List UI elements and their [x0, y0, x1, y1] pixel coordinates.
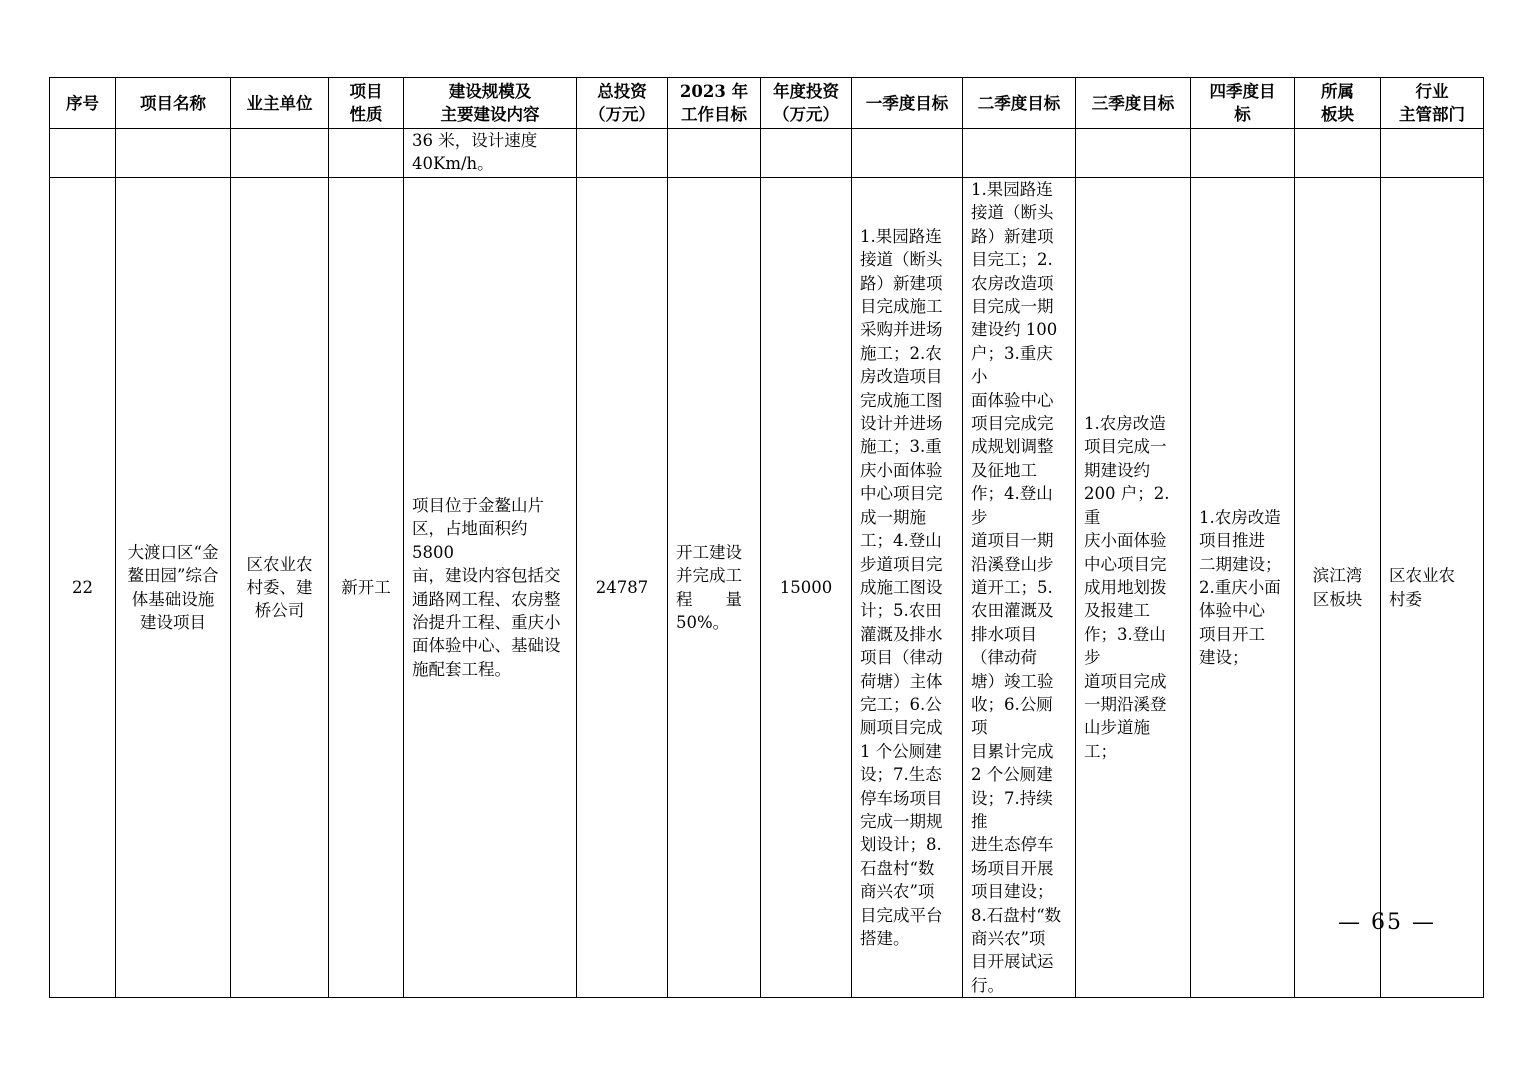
header-goal-2023: 2023 年 工作目标 — [668, 78, 761, 129]
table-row-continuation — [50, 129, 1484, 178]
seq-cell: 22 — [50, 178, 116, 998]
table-row — [50, 178, 1484, 998]
header-annual-investment: 年度投资 （万元） — [761, 78, 852, 129]
project-table — [49, 77, 1484, 998]
owner-cell: 区农业农 村委、建 桥公司 — [231, 178, 329, 998]
q2-cell: 1.果园路连 接道（断头 路）新建项 目完工；2. 农房改造项 目完成一期 建设约 100 户；3.重庆小 面体验中心 项目完成完 成规划调整 及征地工 作；4.登山步 道项目一期 沿溪登山步 道开工；5. 农田灌溉及 排水项目 （律动荷 塘）竣工验 收；6.公厕项 目累计完成 2 个公厕建 设；7.持续推 进生态停车 场项目开展 项目建设； 8.石盘村“数 商兴农”项 目开展试运 行。 — [963, 178, 1076, 998]
header-q3: 三季度目标 — [1076, 78, 1191, 129]
header-q1: 一季度目标 — [852, 78, 963, 129]
project-name-cell: 大渡口区“金 鳌田园”综合 体基础设施 建设项目 — [116, 178, 231, 998]
header-row — [50, 78, 1484, 129]
continuation-content-cell: 36 米，设计速度 40Km/h。 — [404, 129, 577, 178]
page-number: — 65 — — [1338, 910, 1436, 935]
nature-cell: 新开工 — [329, 178, 404, 998]
sector-cell: 滨江湾 区板块 — [1295, 178, 1381, 998]
annual-investment-cell: 15000 — [761, 178, 852, 998]
q1-cell: 1.果园路连 接道（断头 路）新建项 目完成施工 采购并进场 施工；2.农 房改造项目 完成施工图 设计并进场 施工；3.重 庆小面体验 中心项目完 成一期施 工；4.登山 步道项目完 成施工图设 计；5.农田 灌溉及排水 项目（律动 荷塘）主体 完工；6.公 厕项目完成 1 个公厕建 设；7.生态 停车场项目 完成一期规 划设计；8. 石盘村“数 商兴农”项 目完成平台 搭建。 — [852, 178, 963, 998]
header-q4: 四季度目 标 — [1191, 78, 1295, 129]
header-total-investment: 总投资 （万元） — [577, 78, 668, 129]
header-content: 建设规模及 主要建设内容 — [404, 78, 577, 129]
q3-cell: 1.农房改造 项目完成一 期建设约 200 户；2.重 庆小面体验 中心项目完 成用地划拨 及报建工 作；3.登山步 道项目完成 一期沿溪登 山步道施 工； — [1076, 178, 1191, 998]
header-project-name: 项目名称 — [116, 78, 231, 129]
header-seq: 序号 — [50, 78, 116, 129]
header-owner: 业主单位 — [231, 78, 329, 129]
header-nature: 项目 性质 — [329, 78, 404, 129]
total-investment-cell: 24787 — [577, 178, 668, 998]
header-q2: 二季度目标 — [963, 78, 1076, 129]
header-sector: 所属 板块 — [1295, 78, 1381, 129]
content-cell: 项目位于金鳌山片 区，占地面积约 5800 亩，建设内容包括交 通路网工程、农房整 治提升工程、重庆小 面体验中心、基础设 施配套工程。 — [404, 178, 577, 998]
header-department: 行业 主管部门 — [1381, 78, 1484, 129]
department-cell: 区农业农 村委 — [1381, 178, 1484, 998]
goal-2023-cell: 开工建设 并完成工 程 量 50%。 — [668, 178, 761, 998]
q4-cell: 1.农房改造 项目推进 二期建设； 2.重庆小面 体验中心 项目开工 建设； — [1191, 178, 1295, 998]
